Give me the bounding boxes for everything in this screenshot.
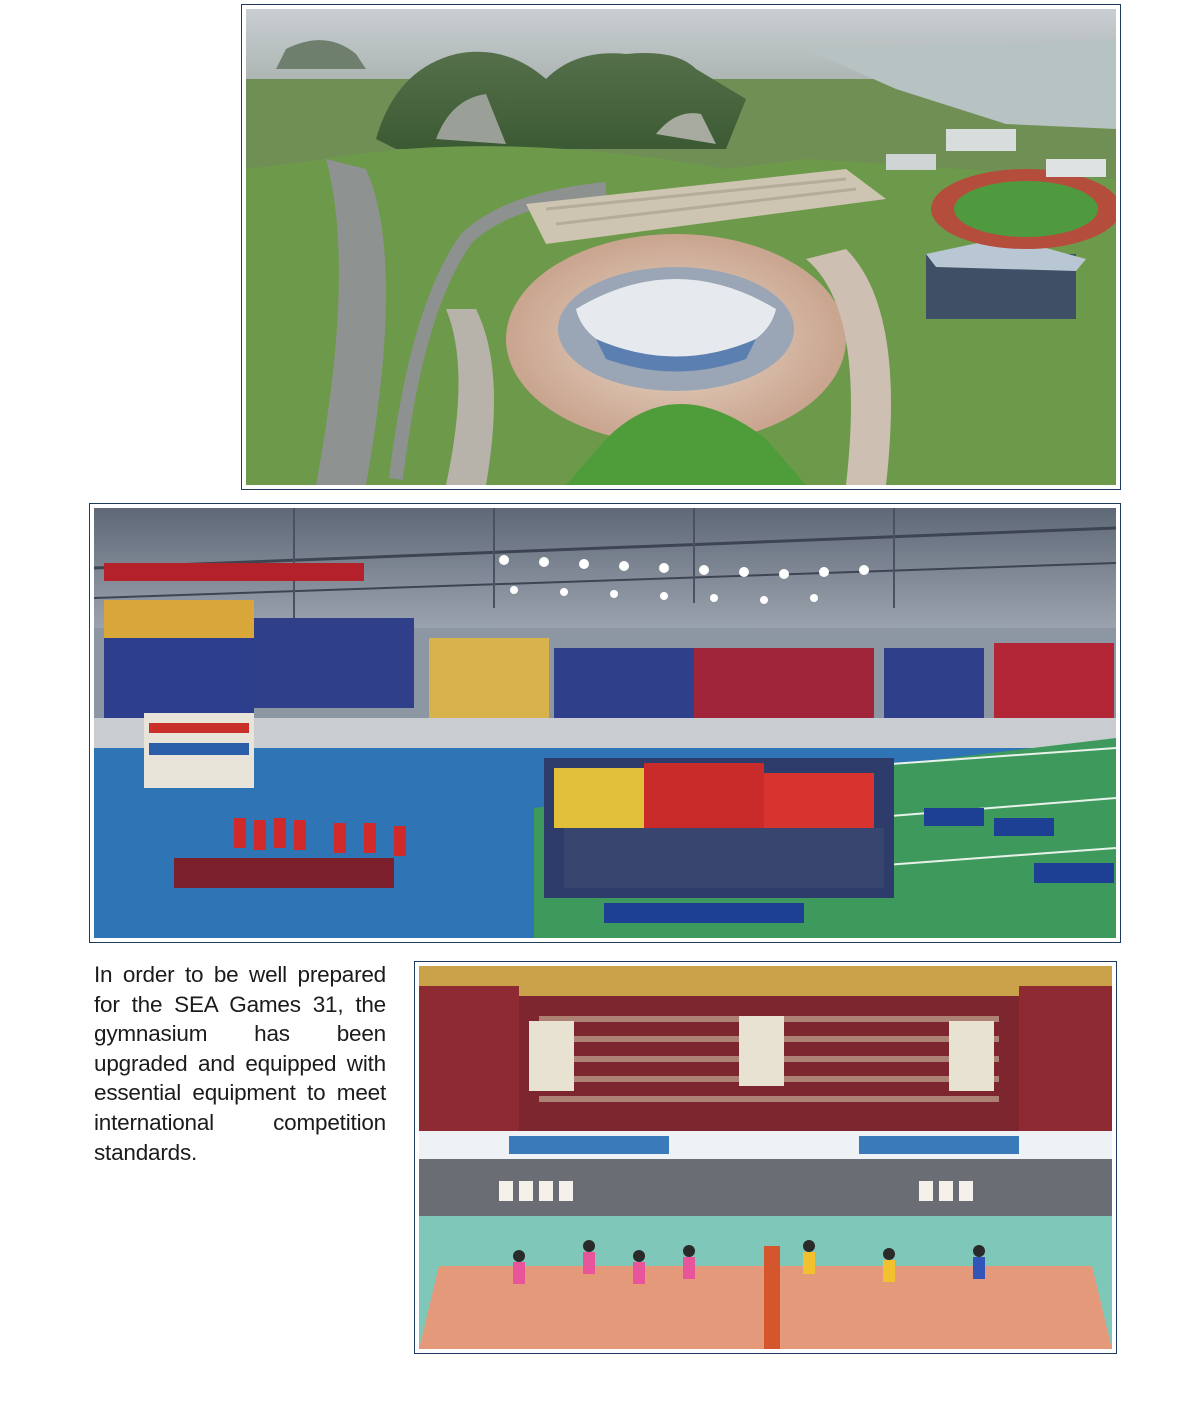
photo-volleyball-match — [414, 961, 1117, 1354]
volleyball-match-illustration — [419, 966, 1112, 1349]
photo-aerial-sports-complex — [241, 4, 1121, 490]
photo-badminton-hall-ceremony — [89, 503, 1121, 943]
photo-caption: In order to be well prepared for the SEA Games 31, the gymnasium has been upgraded and equipped with essential equipment to meet international competition standards. — [94, 962, 386, 1165]
aerial-photo-illustration — [246, 9, 1116, 485]
badminton-hall-illustration — [94, 508, 1116, 938]
